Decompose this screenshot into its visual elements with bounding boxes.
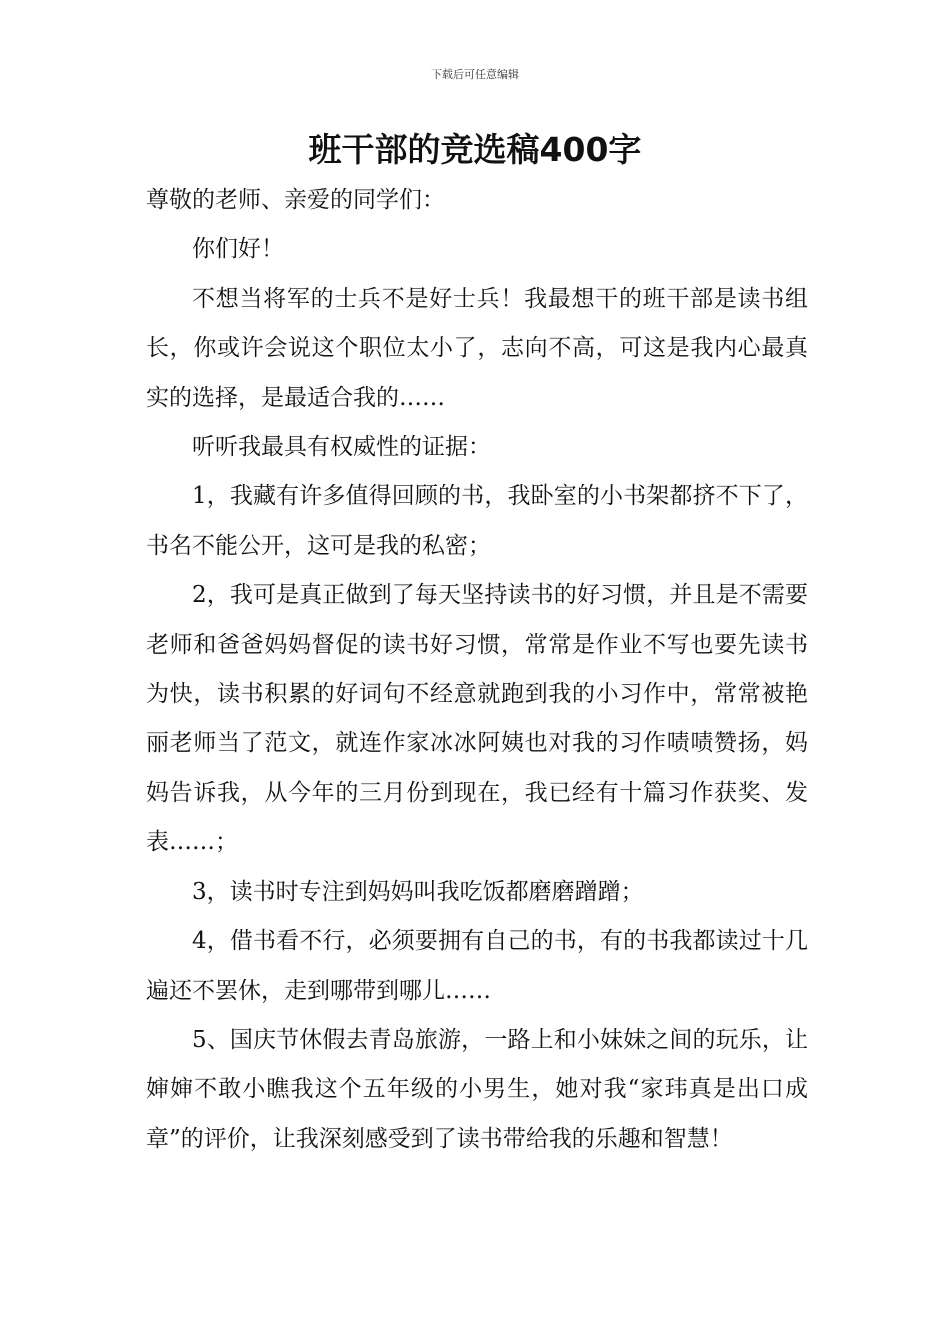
document-body: [146, 176, 808, 1164]
paragraph-point-5: 5、国庆节休假去青岛旅游，一路上和小妹妹之间的玩乐，让婶婶不敢小瞧我这个五年级的小男生，她对我“家玮真是出口成章”的评价，让我深刻感受到了读书带给我的乐趣和智慧！: [146, 1026, 808, 1152]
document-title: 班干部的竞选稿400字: [308, 130, 642, 169]
paragraph-point-4: 4，借书看不行，必须要拥有自己的书，有的书我都读过十几遍还不罢休，走到哪带到哪儿……: [146, 928, 808, 1004]
paragraph-point-3: 3，读书时专注到妈妈叫我吃饭都磨磨蹭蹭；: [192, 878, 644, 905]
paragraph-evidence-lead: 听听我最具有权威性的证据：: [192, 434, 491, 461]
page-header-note: 下载后可任意编辑: [431, 68, 519, 81]
paragraph-intro: 不想当将军的士兵不是好士兵！我最想干的班干部是读书组长，你或许会说这个职位太小了，志向不高，可这是我内心最真实的选择，是最适合我的……: [146, 285, 808, 411]
paragraph-point-1: 1，我藏有许多值得回顾的书，我卧室的小书架都挤不下了，书名不能公开，这可是我的私密；: [146, 483, 808, 559]
paragraph-point-2: 2，我可是真正做到了每天坚持读书的好习惯，并且是不需要老师和爸爸妈妈督促的读书好习惯，常常是作业不写也要先读书为快，读书积累的好词句不经意就跑到我的小习作中，常常被艳丽老师当了范文，就连作家冰冰阿姨也对我的习作啧啧赞扬，妈妈告诉我，从今年的三月份到现在，我已经有十篇习作获奖、发表……；: [146, 582, 808, 856]
paragraph-salutation: 尊敬的老师、亲爱的同学们：: [146, 187, 445, 213]
paragraph-greeting: 你们好！: [192, 236, 284, 263]
